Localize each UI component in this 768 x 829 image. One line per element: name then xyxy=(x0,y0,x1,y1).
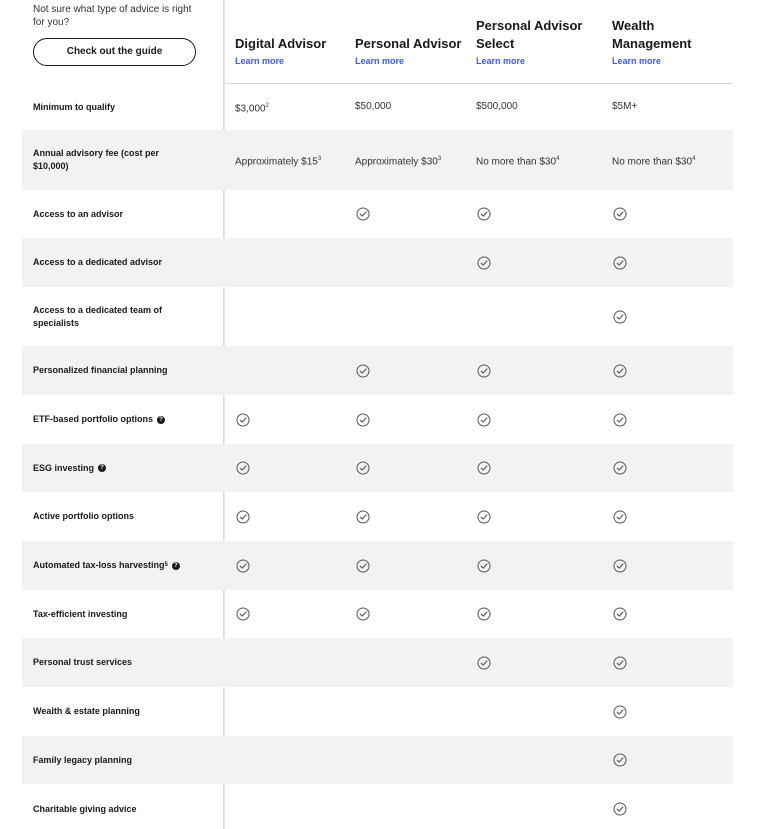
checkmark-icon xyxy=(477,364,491,378)
table-row xyxy=(22,395,733,444)
checkmark-icon xyxy=(477,607,491,621)
row-label-text: Personalized financial planning xyxy=(33,365,168,375)
row-label-text: Access to an advisor xyxy=(33,208,124,219)
table-row xyxy=(22,287,733,346)
row-label-text: ETF-based portfolio options xyxy=(33,414,153,424)
row-label-text: Access to a dedicated team of specialists xyxy=(33,304,163,328)
comparison-header xyxy=(0,0,768,84)
checkmark-icon xyxy=(236,559,250,573)
row-label xyxy=(33,541,193,590)
row-label xyxy=(33,238,193,287)
column-wealth-management xyxy=(612,17,691,66)
table-row xyxy=(22,444,733,492)
learn-more-link[interactable]: Learn more xyxy=(235,56,285,66)
cell-value: $500,000 xyxy=(476,101,518,112)
checkmark-icon xyxy=(477,559,491,573)
checkmark-icon xyxy=(613,802,627,816)
cell-value: $5M+ xyxy=(612,101,638,112)
info-icon[interactable]: ? xyxy=(157,416,165,424)
checkmark-icon xyxy=(477,461,491,475)
column-digital-advisor xyxy=(235,35,326,66)
checkmark-icon xyxy=(613,753,627,767)
row-label-text: Personal trust services xyxy=(33,657,133,667)
row-label xyxy=(33,784,193,829)
checkmark-icon xyxy=(613,656,627,670)
row-label-text: Access to a dedicated advisor xyxy=(33,257,163,267)
column-personal-advisor xyxy=(355,35,461,66)
table-cell xyxy=(612,100,637,113)
row-label-text: Wealth & estate planning xyxy=(33,706,140,716)
table-row xyxy=(22,541,733,590)
checkmark-icon xyxy=(356,510,370,524)
footnote-marker: 2 xyxy=(265,103,269,109)
check-out-guide-button[interactable]: Check out the guide xyxy=(33,38,196,66)
table-row xyxy=(22,687,733,736)
checkmark-icon xyxy=(477,656,491,670)
table-cell xyxy=(235,153,321,168)
table-cell xyxy=(476,100,518,113)
row-label-text: Family legacy planning xyxy=(33,754,133,765)
table-row xyxy=(22,190,733,238)
checkmark-icon xyxy=(613,310,627,324)
row-label-text: Minimum to qualify xyxy=(33,101,115,112)
row-label xyxy=(33,346,193,395)
footnote-marker: 3 xyxy=(317,156,322,162)
checkmark-icon xyxy=(613,207,627,221)
checkmark-icon xyxy=(613,461,627,475)
checkmark-icon xyxy=(356,364,370,378)
row-label xyxy=(33,590,193,638)
column-personal-advisor-select xyxy=(476,17,582,66)
row-label xyxy=(33,638,193,687)
info-icon[interactable]: ? xyxy=(172,562,180,570)
table-row xyxy=(22,346,733,395)
table-row xyxy=(22,492,733,541)
table-row xyxy=(22,638,733,687)
checkmark-icon xyxy=(236,510,250,524)
table-row xyxy=(22,736,733,784)
row-label xyxy=(33,84,193,130)
column-title-line2: Management xyxy=(612,36,692,51)
cell-value: $50,000 xyxy=(355,101,392,112)
table-cell xyxy=(476,153,559,168)
row-label xyxy=(33,190,193,238)
row-label-text: Active portfolio options xyxy=(33,511,134,521)
table-row xyxy=(22,130,733,190)
column-title-line2: Select xyxy=(476,36,515,51)
checkmark-icon xyxy=(613,559,627,573)
checkmark-icon xyxy=(356,413,370,427)
footnote-marker: 5 xyxy=(164,562,168,568)
column-title: Personal Advisor xyxy=(476,18,583,33)
row-label xyxy=(33,687,193,736)
row-label xyxy=(33,287,193,346)
table-cell xyxy=(235,100,269,115)
row-label xyxy=(33,492,193,541)
row-label-text: Tax-efficient investing xyxy=(33,608,128,619)
row-label xyxy=(33,130,193,190)
checkmark-icon xyxy=(356,559,370,573)
row-label-text: ESG investing xyxy=(33,462,95,473)
checkmark-icon xyxy=(613,510,627,524)
table-cell xyxy=(355,153,441,168)
learn-more-link[interactable]: Learn more xyxy=(612,56,662,66)
checkmark-icon xyxy=(477,413,491,427)
footnote-marker: 4 xyxy=(556,156,560,162)
checkmark-icon xyxy=(613,607,627,621)
row-label xyxy=(33,395,193,444)
table-row xyxy=(22,84,733,130)
info-icon[interactable]: ? xyxy=(98,464,106,472)
checkmark-icon xyxy=(613,364,627,378)
table-cell xyxy=(612,153,695,168)
table-row xyxy=(22,590,733,638)
footnote-marker: 3 xyxy=(437,156,442,162)
checkmark-icon xyxy=(356,207,370,221)
table-row xyxy=(22,784,733,829)
cell-value: $3,000 xyxy=(235,103,266,115)
row-label xyxy=(33,444,193,492)
cell-value: Approximately $15 xyxy=(235,156,318,168)
learn-more-link[interactable]: Learn more xyxy=(355,56,405,66)
checkmark-icon xyxy=(236,461,250,475)
guide-prompt: Not sure what type of advice is right for you? xyxy=(33,4,192,28)
checkmark-icon xyxy=(356,607,370,621)
checkmark-icon xyxy=(613,256,627,270)
row-label-text: Annual advisory fee (cost per $10,000) xyxy=(33,148,160,171)
checkmark-icon xyxy=(477,510,491,524)
cell-value: No more than $30 xyxy=(612,156,693,168)
checkmark-icon xyxy=(477,207,491,221)
checkmark-icon xyxy=(477,256,491,270)
checkmark-icon xyxy=(613,413,627,427)
checkmark-icon xyxy=(356,461,370,475)
checkmark-icon xyxy=(236,607,250,621)
row-label-text: Automated tax-loss harvesting xyxy=(33,560,165,570)
cell-value: No more than $30 xyxy=(476,156,557,168)
table-cell xyxy=(355,100,391,113)
row-label xyxy=(33,736,193,784)
row-label-text: Charitable giving advice xyxy=(33,803,137,814)
column-title: Wealth xyxy=(612,18,655,33)
table-row xyxy=(22,238,733,287)
cell-value: Approximately $30 xyxy=(355,156,438,168)
learn-more-link[interactable]: Learn more xyxy=(476,56,526,66)
column-title: Digital Advisor xyxy=(235,36,327,51)
checkmark-icon xyxy=(613,705,627,719)
column-title: Personal Advisor xyxy=(355,36,462,51)
checkmark-icon xyxy=(236,413,250,427)
footnote-marker: 4 xyxy=(692,156,696,162)
